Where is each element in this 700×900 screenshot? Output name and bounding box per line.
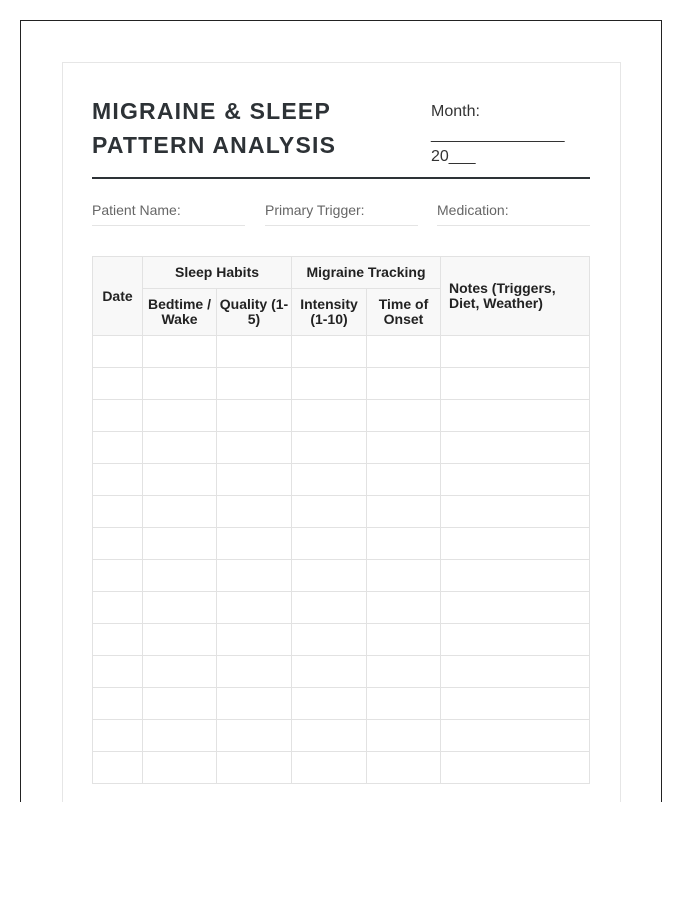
table-row <box>93 752 590 784</box>
cell-quality[interactable] <box>217 528 292 560</box>
cell-quality[interactable] <box>217 336 292 368</box>
patient-name-field[interactable] <box>92 202 245 226</box>
cell-time-of-onset[interactable] <box>367 720 441 752</box>
cell-quality[interactable] <box>217 624 292 656</box>
cell-intensity[interactable] <box>292 592 367 624</box>
cell-time-of-onset[interactable] <box>367 496 441 528</box>
cell-intensity[interactable] <box>292 400 367 432</box>
cell-time-of-onset[interactable] <box>367 656 441 688</box>
cell-intensity[interactable] <box>292 432 367 464</box>
cell-date[interactable] <box>93 336 143 368</box>
primary-trigger-field[interactable] <box>265 202 418 226</box>
cell-bedtime-wake[interactable] <box>143 560 217 592</box>
cell-intensity[interactable] <box>292 560 367 592</box>
header-sleep-habits: Sleep Habits <box>143 257 292 289</box>
header-bedtime-wake: Bedtime / Wake <box>143 289 217 336</box>
patient-name-label: Patient Name: <box>92 202 181 218</box>
title-line-1: MIGRAINE & SLEEP <box>92 98 332 124</box>
cell-bedtime-wake[interactable] <box>143 496 217 528</box>
cell-notes[interactable] <box>441 496 590 528</box>
table-row <box>93 400 590 432</box>
cell-intensity[interactable] <box>292 528 367 560</box>
cell-intensity[interactable] <box>292 624 367 656</box>
table-row <box>93 528 590 560</box>
cell-intensity[interactable] <box>292 464 367 496</box>
cell-time-of-onset[interactable] <box>367 464 441 496</box>
cell-intensity[interactable] <box>292 752 367 784</box>
cell-time-of-onset[interactable] <box>367 432 441 464</box>
cell-notes[interactable] <box>441 656 590 688</box>
header-divider <box>92 177 590 179</box>
cell-date[interactable] <box>93 720 143 752</box>
cell-notes[interactable] <box>441 624 590 656</box>
primary-trigger-label: Primary Trigger: <box>265 202 365 218</box>
month-label: Month: <box>431 103 480 120</box>
table-row <box>93 368 590 400</box>
cell-bedtime-wake[interactable] <box>143 368 217 400</box>
cell-quality[interactable] <box>217 720 292 752</box>
cell-date[interactable] <box>93 496 143 528</box>
cell-notes[interactable] <box>441 336 590 368</box>
header-quality: Quality (1-5) <box>217 289 292 336</box>
cell-date[interactable] <box>93 656 143 688</box>
cell-notes[interactable] <box>441 752 590 784</box>
cell-bedtime-wake[interactable] <box>143 656 217 688</box>
cell-quality[interactable] <box>217 592 292 624</box>
table-row <box>93 432 590 464</box>
cell-notes[interactable] <box>441 432 590 464</box>
cell-time-of-onset[interactable] <box>367 688 441 720</box>
cell-time-of-onset[interactable] <box>367 624 441 656</box>
cell-bedtime-wake[interactable] <box>143 720 217 752</box>
year-blank[interactable]: 20___ <box>431 148 476 165</box>
cell-date[interactable] <box>93 400 143 432</box>
cell-date[interactable] <box>93 368 143 400</box>
medication-label: Medication: <box>437 202 509 218</box>
cell-bedtime-wake[interactable] <box>143 336 217 368</box>
log-table <box>92 256 590 784</box>
cell-bedtime-wake[interactable] <box>143 592 217 624</box>
title-line-2: PATTERN ANALYSIS <box>92 132 337 158</box>
cell-time-of-onset[interactable] <box>367 400 441 432</box>
cell-notes[interactable] <box>441 688 590 720</box>
cell-time-of-onset[interactable] <box>367 560 441 592</box>
cell-time-of-onset[interactable] <box>367 752 441 784</box>
table-row <box>93 560 590 592</box>
cell-date[interactable] <box>93 592 143 624</box>
header-migraine-tracking: Migraine Tracking <box>292 257 441 289</box>
table-row <box>93 720 590 752</box>
cell-quality[interactable] <box>217 496 292 528</box>
cell-intensity[interactable] <box>292 656 367 688</box>
table-row <box>93 336 590 368</box>
table-row <box>93 592 590 624</box>
cell-time-of-onset[interactable] <box>367 528 441 560</box>
cell-intensity[interactable] <box>292 336 367 368</box>
cell-bedtime-wake[interactable] <box>143 432 217 464</box>
cell-date[interactable] <box>93 624 143 656</box>
cell-notes[interactable] <box>441 560 590 592</box>
cell-bedtime-wake[interactable] <box>143 688 217 720</box>
table-row <box>93 688 590 720</box>
cell-quality[interactable] <box>217 560 292 592</box>
cell-quality[interactable] <box>217 688 292 720</box>
cell-date[interactable] <box>93 688 143 720</box>
month-blank[interactable]: _______________ <box>431 125 565 143</box>
medication-field[interactable] <box>437 202 590 226</box>
header-intensity: Intensity (1-10) <box>292 289 367 336</box>
cell-notes[interactable] <box>441 400 590 432</box>
cell-bedtime-wake[interactable] <box>143 624 217 656</box>
cell-intensity[interactable] <box>292 496 367 528</box>
cell-bedtime-wake[interactable] <box>143 400 217 432</box>
header-date: Date <box>93 257 143 336</box>
cell-bedtime-wake[interactable] <box>143 528 217 560</box>
cell-time-of-onset[interactable] <box>367 336 441 368</box>
cell-time-of-onset[interactable] <box>367 368 441 400</box>
table-row <box>93 464 590 496</box>
cell-quality[interactable] <box>217 752 292 784</box>
cell-notes[interactable] <box>441 464 590 496</box>
table-row <box>93 656 590 688</box>
page-title <box>92 94 336 162</box>
cell-bedtime-wake[interactable] <box>143 464 217 496</box>
cell-time-of-onset[interactable] <box>367 592 441 624</box>
cell-notes[interactable] <box>441 592 590 624</box>
cell-date[interactable] <box>93 752 143 784</box>
cell-quality[interactable] <box>217 368 292 400</box>
cell-notes[interactable] <box>441 720 590 752</box>
cell-bedtime-wake[interactable] <box>143 752 217 784</box>
cell-date[interactable] <box>93 560 143 592</box>
cell-intensity[interactable] <box>292 688 367 720</box>
month-block <box>431 101 564 169</box>
table-row <box>93 624 590 656</box>
table-row <box>93 496 590 528</box>
cell-quality[interactable] <box>217 656 292 688</box>
cell-intensity[interactable] <box>292 368 367 400</box>
cell-quality[interactable] <box>217 400 292 432</box>
cell-date[interactable] <box>93 464 143 496</box>
cell-notes[interactable] <box>441 528 590 560</box>
header-notes: Notes (Triggers, Diet, Weather) <box>441 257 590 336</box>
cell-quality[interactable] <box>217 464 292 496</box>
header-time-of-onset: Time of Onset <box>367 289 441 336</box>
cell-intensity[interactable] <box>292 720 367 752</box>
cell-quality[interactable] <box>217 432 292 464</box>
cell-date[interactable] <box>93 528 143 560</box>
cell-date[interactable] <box>93 432 143 464</box>
cell-notes[interactable] <box>441 368 590 400</box>
